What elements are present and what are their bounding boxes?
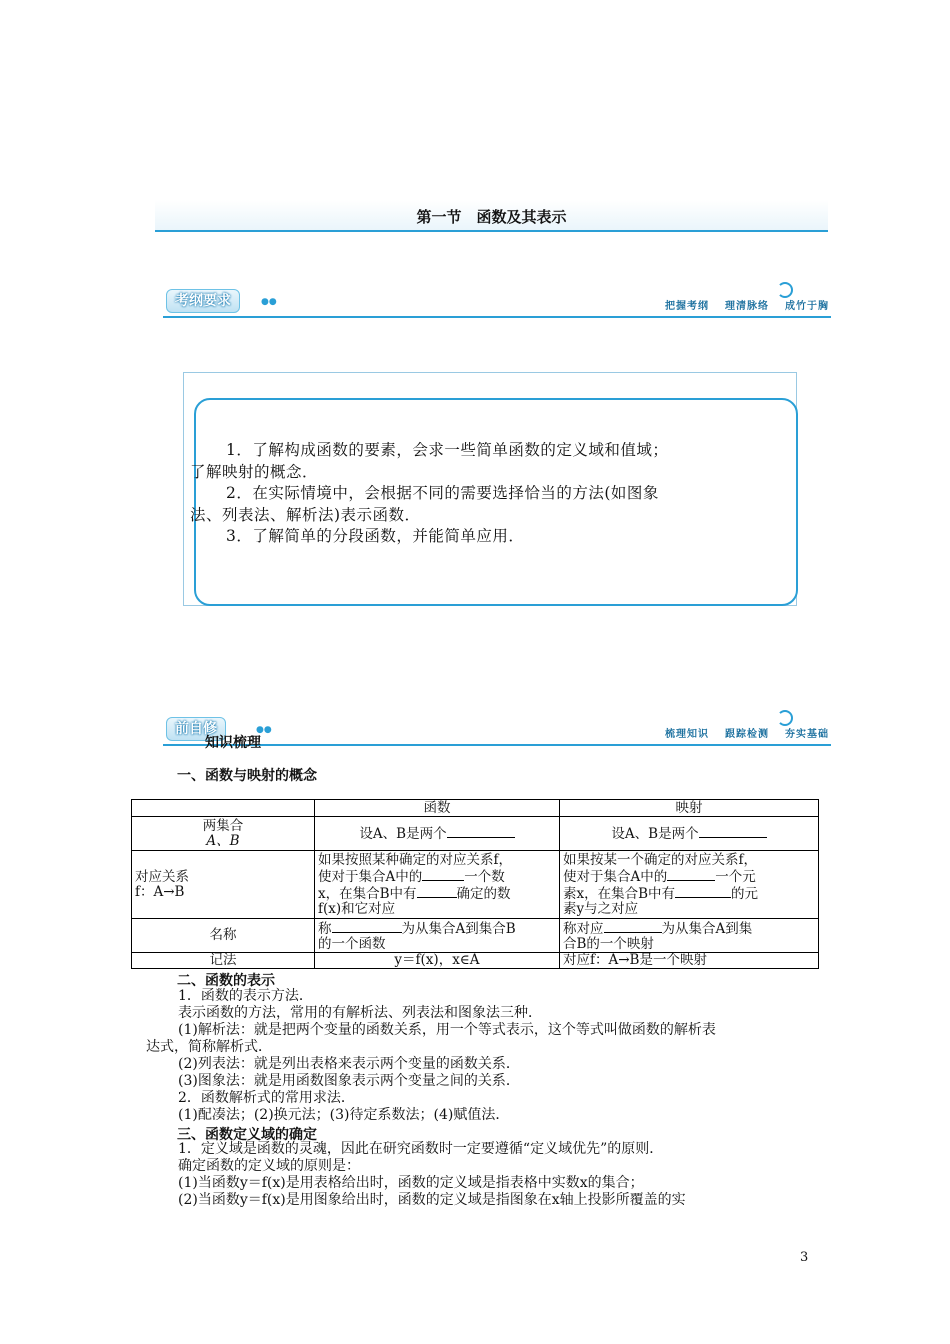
banner-exam-requirements xyxy=(163,284,831,318)
cell-function-correspondence: 如果按照某种确定的对应关系f， 使对于集合A中的 一个数 x，在集合B中有 确定的数 f(x)和它对应 xyxy=(315,851,560,919)
section-title: 第一节 函数及其表示 xyxy=(416,208,567,226)
heading-function-representation: 二、函数的表示 xyxy=(177,973,275,989)
cell-mapping-name: 称对应 为从集合A到集 合B的一个映射 xyxy=(560,919,819,953)
banner-tagline: 梳理知识 跟踪检测 夯实基础 xyxy=(665,729,829,740)
banner-self-study xyxy=(163,712,831,746)
row-label-notation: 记法 xyxy=(132,953,315,969)
cell-function-sets: 设A、B是两个 xyxy=(315,817,560,851)
table-header-mapping: 映射 xyxy=(560,800,819,817)
banner-dots: ●● xyxy=(261,297,277,307)
page-number: 3 xyxy=(800,1250,809,1265)
swirl-icon xyxy=(777,282,793,298)
row-label-correspondence: 对应关系 f：A→B xyxy=(132,851,315,919)
banner-tagline: 把握考纲 理清脉络 成竹于胸 xyxy=(665,301,829,312)
cell-function-notation: y＝f(x)，x∈A xyxy=(315,953,560,969)
requirements-text: 1．了解构成函数的要素，会求一些简单函数的定义域和值域； 了解映射的概念． 2．在实际情境中，会根据不同的需要选择恰当的方法(如图象 法、列表法、解析法)表示函数． 3．了解简单的分段函数，并能简单应用． xyxy=(190,441,669,545)
section-title-bar xyxy=(155,200,828,232)
row-label-name: 名称 xyxy=(132,919,315,953)
definition-table xyxy=(131,799,819,969)
row-label-sets: 两集合 A、B xyxy=(132,817,315,851)
banner-badge: 考纲要求 xyxy=(166,289,240,313)
swirl-icon xyxy=(777,710,793,726)
representation-text: 1．函数的表示方法． 表示函数的方法，常用的有解析法、列表法和图象法三种． (1)解析法：就是把两个变量的函数关系，用一个等式表示，这个等式叫做函数的解析表 达式，简称解析式． (2)列表法：就是列出表格来表示两个变量的函数关系． (3)图象法：就是用函数图象表示两个变量之间的关系． 2．函数解析式的常用求法． (1)配凑法；(2)换元法；(3)待定系数法；(4)赋值法． xyxy=(146,988,716,1123)
cell-function-name: 称 为从集合A到集合B 的一个函数 xyxy=(315,919,560,953)
cell-mapping-notation: 对应f：A→B是一个映射 xyxy=(560,953,819,969)
heading-function-mapping: 一、函数与映射的概念 xyxy=(177,768,317,784)
banner-dots: ●● xyxy=(256,725,272,735)
banner-badge: 前自修 xyxy=(166,717,226,741)
domain-text: 1．定义域是函数的灵魂，因此在研究函数时一定要遵循“定义域优先”的原则． 确定函数的定义域的原则是： (1)当函数y＝f(x)是用表格给出时，函数的定义域是指表格中实数x的集合； (2)当函数y＝f(x)是用图象给出时，函数的定义域是指图象在x轴上投影所覆盖的实 xyxy=(178,1141,686,1208)
knowledge-label: 知识梳理 xyxy=(205,735,261,751)
cell-mapping-sets: 设A、B是两个 xyxy=(560,817,819,851)
table-header-empty xyxy=(132,800,315,817)
cell-mapping-correspondence: 如果按某一个确定的对应关系f， 使对于集合A中的 一个元 素x，在集合B中有 的元 素y与之对应 xyxy=(560,851,819,919)
table-header-function: 函数 xyxy=(315,800,560,817)
heading-domain: 三、函数定义域的确定 xyxy=(177,1127,317,1143)
